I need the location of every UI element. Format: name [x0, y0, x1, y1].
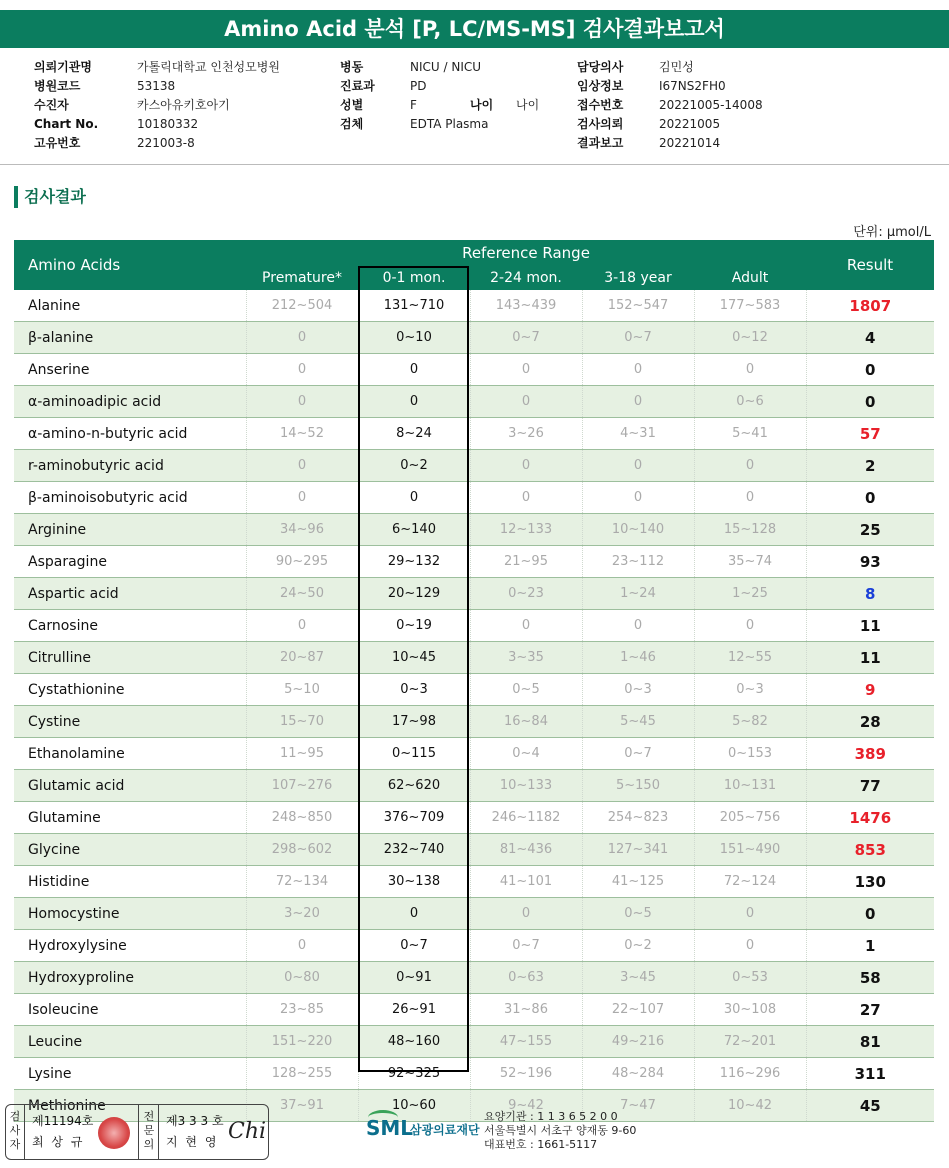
result-value: 311: [806, 1058, 934, 1090]
reference-m0-1: 131~710: [358, 290, 470, 322]
reference-adult: 0: [694, 610, 806, 642]
reference-y3-18: 0~3: [582, 674, 694, 706]
table-row: [14, 738, 934, 770]
table-row: [14, 482, 934, 514]
reference-m2-24: 0~7: [470, 930, 582, 962]
reference-y3-18: 41~125: [582, 866, 694, 898]
info-label: 수진자: [34, 98, 69, 112]
table-row: [14, 1058, 934, 1090]
reference-y3-18: 7~47: [582, 1090, 694, 1122]
reference-m2-24: 0~63: [470, 962, 582, 994]
result-value: 389: [806, 738, 934, 770]
reference-m2-24: 81~436: [470, 834, 582, 866]
reference-y3-18: 48~284: [582, 1058, 694, 1090]
result-value: 9: [806, 674, 934, 706]
footer: [0, 1100, 949, 1168]
reference-m2-24: 0: [470, 354, 582, 386]
amino-acid-name: Glutamine: [14, 802, 246, 834]
result-value: 0: [806, 354, 934, 386]
reference-m2-24: 0~23: [470, 578, 582, 610]
reference-premature: 72~134: [246, 866, 358, 898]
info-value: I67NS2FH0: [659, 79, 726, 93]
reference-adult: 5~41: [694, 418, 806, 450]
result-value: 11: [806, 642, 934, 674]
reference-y3-18: 254~823: [582, 802, 694, 834]
header-0-1-mon: 0-1 mon.: [358, 266, 470, 290]
table-row: [14, 962, 934, 994]
reference-y3-18: 0~5: [582, 898, 694, 930]
info-label: 결과보고: [577, 136, 624, 150]
reference-adult: 0~12: [694, 322, 806, 354]
reference-m0-1: 232~740: [358, 834, 470, 866]
info-col-2: [340, 58, 539, 134]
org-street: 서울특별시 서초구 양재동 9-60: [484, 1124, 637, 1137]
header-adult: Adult: [694, 266, 806, 290]
reference-m0-1: 0~19: [358, 610, 470, 642]
reference-m0-1: 17~98: [358, 706, 470, 738]
report-title: Amino Acid 분석 [P, LC/MS-MS] 검사결과보고서: [0, 10, 949, 48]
logo-text: SML: [366, 1116, 414, 1140]
table-row: [14, 706, 934, 738]
reference-adult: 1~25: [694, 578, 806, 610]
reference-m2-24: 3~26: [470, 418, 582, 450]
reference-m0-1: 0: [358, 354, 470, 386]
reference-adult: 10~42: [694, 1090, 806, 1122]
reference-adult: 12~55: [694, 642, 806, 674]
info-col-3: [577, 58, 763, 153]
reference-adult: 205~756: [694, 802, 806, 834]
result-value: 853: [806, 834, 934, 866]
info-label: 담당의사: [577, 60, 624, 74]
info-value: 가톨릭대학교 인천성모병원: [137, 60, 280, 74]
table-row: [14, 642, 934, 674]
info-label: 검사의뢰: [577, 117, 624, 131]
info-value: 20221014: [659, 136, 721, 150]
reference-adult: 177~583: [694, 290, 806, 322]
reference-y3-18: 0: [582, 354, 694, 386]
reference-m2-24: 0~7: [470, 322, 582, 354]
reference-premature: 20~87: [246, 642, 358, 674]
reference-y3-18: 127~341: [582, 834, 694, 866]
reference-adult: 5~82: [694, 706, 806, 738]
table-row: [14, 930, 934, 962]
reference-y3-18: 5~150: [582, 770, 694, 802]
reference-m0-1: 20~129: [358, 578, 470, 610]
reference-premature: 151~220: [246, 1026, 358, 1058]
reference-m0-1: 0: [358, 898, 470, 930]
amino-acid-name: Lysine: [14, 1058, 246, 1090]
result-value: 1807: [806, 290, 934, 322]
amino-acid-name: β-alanine: [14, 322, 246, 354]
reference-m0-1: 0~115: [358, 738, 470, 770]
header-reference-range: Reference Range: [246, 240, 806, 266]
reference-premature: 37~91: [246, 1090, 358, 1122]
stamp2-label: 전문의: [143, 1110, 155, 1151]
info-col-1: [34, 58, 280, 153]
amino-acid-name: Cystathionine: [14, 674, 246, 706]
reference-m2-24: 41~101: [470, 866, 582, 898]
amino-acid-name: Ethanolamine: [14, 738, 246, 770]
amino-acid-name: Arginine: [14, 514, 246, 546]
info-value: 카스아유키호아기: [137, 98, 230, 112]
header-amino-acids: Amino Acids: [14, 240, 246, 290]
table-row: [14, 1026, 934, 1058]
reference-m0-1: 0~2: [358, 450, 470, 482]
org-name: 삼광의료재단: [410, 1123, 480, 1137]
reference-adult: 0~6: [694, 386, 806, 418]
reference-m0-1: 376~709: [358, 802, 470, 834]
amino-acid-name: Anserine: [14, 354, 246, 386]
reference-adult: 0~153: [694, 738, 806, 770]
result-value: 11: [806, 610, 934, 642]
amino-acid-name: α-amino-n-butyric acid: [14, 418, 246, 450]
amino-acid-name: Aspartic acid: [14, 578, 246, 610]
amino-acid-name: Leucine: [14, 1026, 246, 1058]
reference-premature: 0~80: [246, 962, 358, 994]
org-code: 요양기관 : 1 1 3 6 5 2 0 0: [484, 1110, 618, 1123]
reference-m2-24: 31~86: [470, 994, 582, 1026]
reference-premature: 15~70: [246, 706, 358, 738]
reference-m0-1: 8~24: [358, 418, 470, 450]
reference-m2-24: 0: [470, 482, 582, 514]
reference-premature: 5~10: [246, 674, 358, 706]
unit-label: 단위: μmol/L: [853, 225, 931, 240]
reference-premature: 0: [246, 450, 358, 482]
result-value: 1476: [806, 802, 934, 834]
result-value: 25: [806, 514, 934, 546]
info-value: PD: [410, 79, 427, 93]
reference-m2-24: 0: [470, 610, 582, 642]
result-value: 45: [806, 1090, 934, 1122]
header-premature: Premature*: [246, 266, 358, 290]
reference-adult: 72~124: [694, 866, 806, 898]
stamp2-name: 지 현 영: [166, 1135, 219, 1149]
reference-premature: 0: [246, 930, 358, 962]
reference-m0-1: 10~45: [358, 642, 470, 674]
reference-adult: 0: [694, 482, 806, 514]
reference-y3-18: 152~547: [582, 290, 694, 322]
reference-adult: 10~131: [694, 770, 806, 802]
reference-adult: 151~490: [694, 834, 806, 866]
table-row: [14, 578, 934, 610]
reference-y3-18: 0~2: [582, 930, 694, 962]
reference-premature: 3~20: [246, 898, 358, 930]
result-value: 0: [806, 898, 934, 930]
reference-y3-18: 49~216: [582, 1026, 694, 1058]
amino-acid-name: Alanine: [14, 290, 246, 322]
amino-acid-name: Carnosine: [14, 610, 246, 642]
info-value: 53138: [137, 79, 176, 93]
amino-acid-name: r-aminobutyric acid: [14, 450, 246, 482]
reference-m2-24: 10~133: [470, 770, 582, 802]
info-value: 10180332: [137, 117, 199, 131]
reference-m0-1: 10~60: [358, 1090, 470, 1122]
table-row: [14, 674, 934, 706]
signature-box: [5, 1104, 269, 1160]
reference-m0-1: 92~325: [358, 1058, 470, 1090]
reference-adult: 72~201: [694, 1026, 806, 1058]
table-row: [14, 386, 934, 418]
amino-acid-name: Histidine: [14, 866, 246, 898]
reference-premature: 212~504: [246, 290, 358, 322]
reference-m2-24: 246~1182: [470, 802, 582, 834]
result-value: 0: [806, 482, 934, 514]
table-row: [14, 418, 934, 450]
result-value: 27: [806, 994, 934, 1026]
table-row: [14, 514, 934, 546]
amino-acid-name: α-aminoadipic acid: [14, 386, 246, 418]
result-value: 2: [806, 450, 934, 482]
info-value: 20221005: [659, 117, 721, 131]
reference-m0-1: 0~91: [358, 962, 470, 994]
reference-adult: 0~53: [694, 962, 806, 994]
result-value: 130: [806, 866, 934, 898]
reference-m0-1: 62~620: [358, 770, 470, 802]
info-label: 진료과: [340, 79, 375, 93]
header-result: Result: [806, 240, 934, 290]
result-value: 1: [806, 930, 934, 962]
result-value: 58: [806, 962, 934, 994]
reference-y3-18: 0: [582, 450, 694, 482]
reference-premature: 107~276: [246, 770, 358, 802]
reference-m2-24: 12~133: [470, 514, 582, 546]
reference-m2-24: 0: [470, 450, 582, 482]
reference-m2-24: 143~439: [470, 290, 582, 322]
result-value: 28: [806, 706, 934, 738]
reference-m2-24: 0: [470, 386, 582, 418]
amino-acid-name: Asparagine: [14, 546, 246, 578]
section-title: 검사결과: [14, 186, 86, 208]
amino-acid-name: Glutamic acid: [14, 770, 246, 802]
reference-adult: 116~296: [694, 1058, 806, 1090]
reference-m2-24: 0: [470, 898, 582, 930]
reference-premature: 248~850: [246, 802, 358, 834]
info-label: 성별: [340, 98, 364, 112]
reference-y3-18: 0: [582, 386, 694, 418]
amino-acid-name: Isoleucine: [14, 994, 246, 1026]
info-label: 고유번호: [34, 136, 81, 150]
stamp2-number: 제3 3 3 호: [166, 1114, 224, 1128]
reference-premature: 0: [246, 322, 358, 354]
reference-premature: 0: [246, 610, 358, 642]
reference-adult: 30~108: [694, 994, 806, 1026]
table-row: [14, 898, 934, 930]
stamp1-label: 검사자: [9, 1110, 21, 1151]
table-row: [14, 994, 934, 1026]
reference-y3-18: 10~140: [582, 514, 694, 546]
table-row: [14, 770, 934, 802]
info-label: Chart No.: [34, 117, 99, 131]
reference-adult: 35~74: [694, 546, 806, 578]
reference-adult: 0: [694, 450, 806, 482]
patient-info: [0, 52, 949, 165]
reference-premature: 0: [246, 386, 358, 418]
reference-premature: 0: [246, 482, 358, 514]
reference-adult: 15~128: [694, 514, 806, 546]
reference-premature: 14~52: [246, 418, 358, 450]
result-value: 77: [806, 770, 934, 802]
result-value: 57: [806, 418, 934, 450]
info-value: F: [410, 98, 417, 112]
amino-acid-name: Cystine: [14, 706, 246, 738]
reference-adult: 0: [694, 898, 806, 930]
amino-acid-name: Glycine: [14, 834, 246, 866]
result-value: 93: [806, 546, 934, 578]
info-label: 접수번호: [577, 98, 624, 112]
reference-premature: 34~96: [246, 514, 358, 546]
reference-m2-24: 16~84: [470, 706, 582, 738]
result-value: 8: [806, 578, 934, 610]
table-row: [14, 546, 934, 578]
info-label: 병동: [340, 60, 364, 74]
reference-y3-18: 5~45: [582, 706, 694, 738]
amino-acid-name: Methionine: [14, 1090, 246, 1122]
table-row: [14, 290, 934, 322]
info-value: 20221005-14008: [659, 98, 763, 112]
table-row: [14, 866, 934, 898]
reference-m0-1: 0~7: [358, 930, 470, 962]
info-value: NICU / NICU: [410, 60, 482, 74]
table-row: [14, 354, 934, 386]
reference-y3-18: 22~107: [582, 994, 694, 1026]
reference-adult: 0: [694, 930, 806, 962]
reference-premature: 11~95: [246, 738, 358, 770]
reference-premature: 23~85: [246, 994, 358, 1026]
amino-acid-name: Hydroxylysine: [14, 930, 246, 962]
reference-y3-18: 0: [582, 482, 694, 514]
reference-y3-18: 4~31: [582, 418, 694, 450]
reference-m2-24: 3~35: [470, 642, 582, 674]
org-phone: 대표번호 : 1661-5117: [484, 1138, 598, 1151]
info-label: 검체: [340, 117, 364, 131]
info-value: 221003-8: [137, 136, 195, 150]
stamp1-number: 제11194호: [32, 1114, 94, 1128]
result-value: 81: [806, 1026, 934, 1058]
reference-m0-1: 29~132: [358, 546, 470, 578]
reference-y3-18: 1~24: [582, 578, 694, 610]
org-address: [484, 1110, 636, 1152]
table-row: [14, 450, 934, 482]
results-table: [14, 240, 934, 1122]
reference-m0-1: 0: [358, 386, 470, 418]
reference-m0-1: 48~160: [358, 1026, 470, 1058]
reference-m0-1: 0: [358, 482, 470, 514]
reference-m2-24: 21~95: [470, 546, 582, 578]
reference-premature: 24~50: [246, 578, 358, 610]
result-value: 4: [806, 322, 934, 354]
reference-m2-24: 52~196: [470, 1058, 582, 1090]
reference-m2-24: 47~155: [470, 1026, 582, 1058]
table-row: [14, 322, 934, 354]
table-row: [14, 802, 934, 834]
amino-acid-name: Hydroxyproline: [14, 962, 246, 994]
reference-m0-1: 6~140: [358, 514, 470, 546]
reference-y3-18: 23~112: [582, 546, 694, 578]
reference-y3-18: 1~46: [582, 642, 694, 674]
stamp1-name: 최 상 규: [32, 1135, 85, 1149]
info-value: 김민성: [659, 60, 694, 74]
amino-acid-name: β-aminoisobutyric acid: [14, 482, 246, 514]
reference-y3-18: 0~7: [582, 738, 694, 770]
reference-m2-24: 0~5: [470, 674, 582, 706]
reference-y3-18: 3~45: [582, 962, 694, 994]
reference-m0-1: 30~138: [358, 866, 470, 898]
reference-m2-24: 9~42: [470, 1090, 582, 1122]
table-row: [14, 834, 934, 866]
header-3-18-year: 3-18 year: [582, 266, 694, 290]
result-value: 0: [806, 386, 934, 418]
reference-m2-24: 0~4: [470, 738, 582, 770]
signature: Chi: [228, 1119, 267, 1144]
reference-m0-1: 0~10: [358, 322, 470, 354]
reference-y3-18: 0~7: [582, 322, 694, 354]
amino-acid-name: Citrulline: [14, 642, 246, 674]
header-2-24-mon: 2-24 mon.: [470, 266, 582, 290]
reference-premature: 0: [246, 354, 358, 386]
reference-y3-18: 0: [582, 610, 694, 642]
reference-m0-1: 0~3: [358, 674, 470, 706]
info-label: 임상정보: [577, 79, 624, 93]
reference-premature: 128~255: [246, 1058, 358, 1090]
info-label: 의뢰기관명: [34, 60, 92, 74]
reference-adult: 0: [694, 354, 806, 386]
amino-acid-name: Homocystine: [14, 898, 246, 930]
reference-premature: 90~295: [246, 546, 358, 578]
table-row: [14, 610, 934, 642]
age-value: 나이: [516, 98, 540, 112]
info-label: 병원코드: [34, 79, 81, 93]
seal-stamp-icon: [98, 1117, 130, 1149]
reference-premature: 298~602: [246, 834, 358, 866]
reference-adult: 0~3: [694, 674, 806, 706]
info-value: EDTA Plasma: [410, 117, 489, 131]
reference-m0-1: 26~91: [358, 994, 470, 1026]
age-label: 나이: [470, 98, 494, 112]
